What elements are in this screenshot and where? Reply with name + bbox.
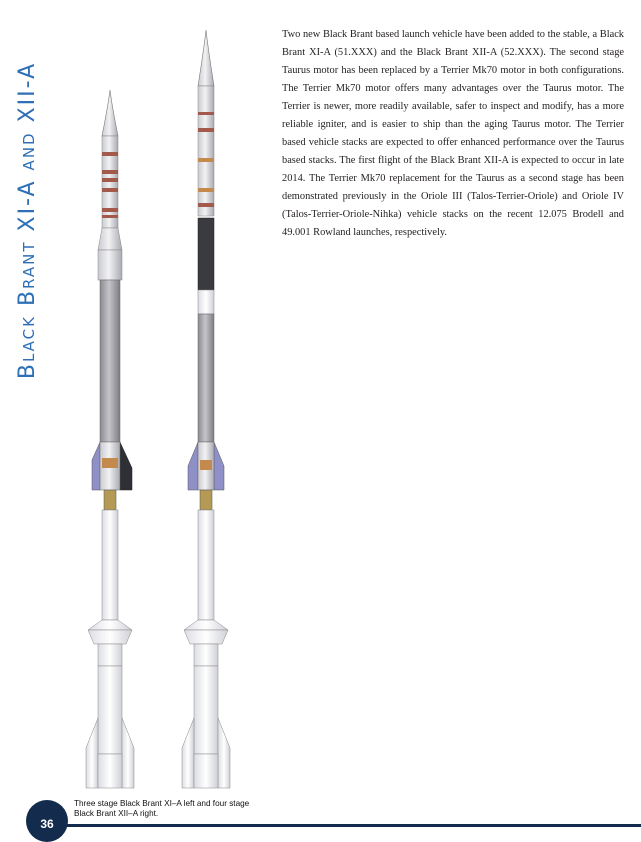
caption-line-2: Black Brant XII–A right. [74,809,159,818]
rocket-black-brant-xi-a [86,90,134,788]
figure-caption [74,799,274,819]
page-number-badge [26,800,68,842]
caption-line-1: Three stage Black Brant XI–A left and four stage [74,799,250,808]
bottom-rule [40,824,641,827]
side-title [10,30,46,410]
side-title-text: Black Brant XI-A and XII-A [15,61,41,379]
page-number: 36 [40,817,54,831]
rocket-illustration [60,28,260,798]
rocket-black-brant-xii-a [182,30,230,788]
body-paragraph: Two new Black Brant based launch vehicle have been added to the stable, a Black Brant XI-A (51.XXX) and the Black Brant XII-A (52.XXX). The second stage Taurus motor has been replaced by a Terrier Mk70 motor in both configurations. The Terrier Mk70 motor offers many advantages over the Taurus motor. The Terrier is newer, more readily available, safer to inspect and modify, has a more reliable igniter, and is easier to ship than the aging Taurus motor. The Terrier based vehicle stacks are expected to offer enhanced performance over the Taurus based stacks. The first flight of the Black Brant XII-A is expected to occur in late 2014. The Terrier Mk70 replacement for the Taurus as a second stage has been demonstrated previously in the Oriole III (Talos-Terrier-Oriole) and Oriole IV (Talos-Terrier-Oriole-Nihka) vehicle stacks on the recent 12.075 Brodell and 49.001 Rowland launches, respectively. [282,29,624,238]
